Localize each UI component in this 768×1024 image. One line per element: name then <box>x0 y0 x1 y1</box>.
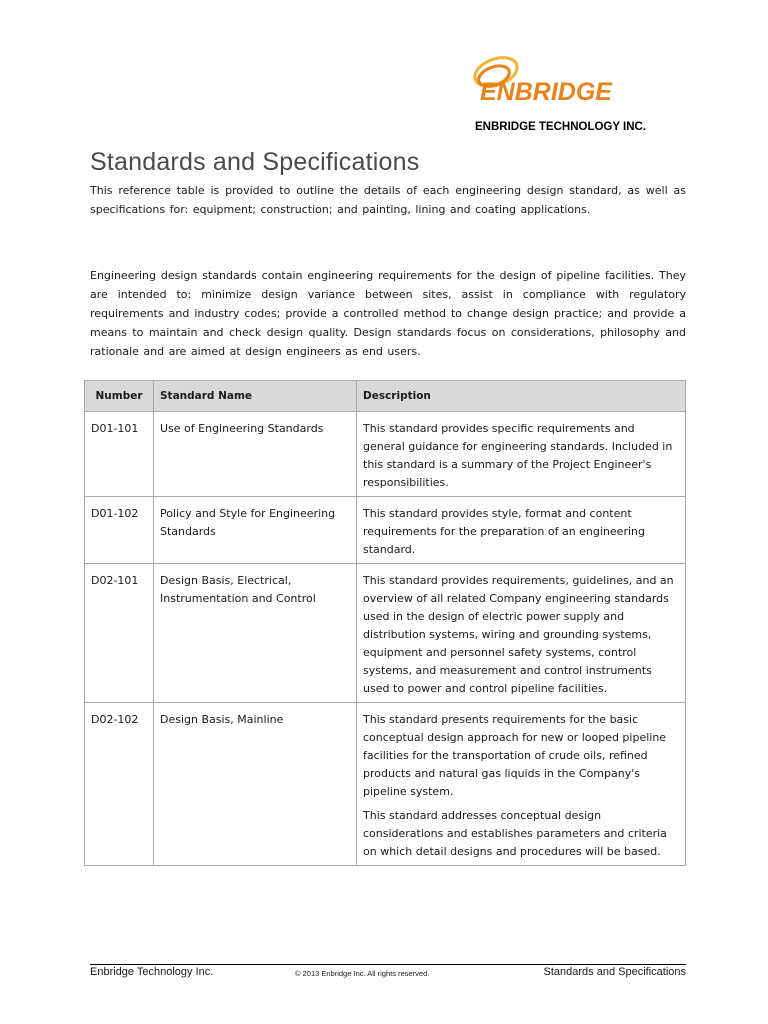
description-text: This standard addresses conceptual design considerations and establishes parameters and criteria on which detail designs and procedures will be based. <box>363 809 667 858</box>
footer-doc-title: Standards and Specifications <box>543 966 686 978</box>
table-row <box>85 564 686 703</box>
footer-company: Enbridge Technology Inc. <box>90 966 214 978</box>
row-standard-name: Design Basis, Electrical, Instrumentation and Control <box>154 564 357 703</box>
footer-divider <box>90 964 686 965</box>
row-standard-name: Policy and Style for Engineering Standards <box>154 497 357 564</box>
header-number: Number <box>85 381 154 412</box>
enbridge-logo <box>468 50 650 106</box>
table-header-row <box>85 381 686 412</box>
row-description <box>357 497 686 564</box>
row-number: D01-101 <box>85 412 154 497</box>
footer-copyright: © 2013 Enbridge Inc. All rights reserved. <box>295 969 430 978</box>
row-description <box>357 703 686 866</box>
intro-paragraph: This reference table is provided to outline the details of each engineering design standard, as well as specifications for: equipment; construction; and painting, lining and coating applications. <box>90 184 686 216</box>
header-description: Description <box>357 381 686 412</box>
page-title: Standards and Specifications <box>90 148 420 176</box>
table-row <box>85 703 686 866</box>
description-text: This standard provides specific requirements and general guidance for engineering standards. Included in this standard is a summary of the Project Engineer's responsibilities. <box>363 422 673 489</box>
standards-table <box>84 380 686 866</box>
company-name: ENBRIDGE TECHNOLOGY INC. <box>475 121 647 133</box>
row-number: D01-102 <box>85 497 154 564</box>
row-number: D02-101 <box>85 564 154 703</box>
row-description <box>357 564 686 703</box>
description-text: This standard provides style, format and content requirements for the preparation of an engineering standard. <box>363 507 645 556</box>
description-text: This standard presents requirements for the basic conceptual design approach for new or looped pipeline facilities for the transportation of crude oils, refined products and natural gas liquids in the Company's pipeline system. <box>363 713 667 798</box>
description-text: This standard provides requirements, guidelines, and an overview of all related Company engineering standards used in the design of electric power supply and distribution systems, wiring and grounding systems, equipment and personnel safety systems, control systems, and measurement and control instruments used to power and control pipeline facilities. <box>363 574 674 695</box>
row-standard-name: Use of Engineering Standards <box>154 412 357 497</box>
row-standard-name: Design Basis, Mainline <box>154 703 357 866</box>
header-standard-name: Standard Name <box>154 381 357 412</box>
logo-wordmark: ENBRIDGE <box>480 78 612 106</box>
body-paragraph: Engineering design standards contain engineering requirements for the design of pipeline facilities. They are intended to: minimize design variance between sites, assist in compliance with regulatory requirements and industry codes; provide a controlled method to change design practice; and provide a means to maintain and check design quality. Design standards focus on considerations, philosophy and rationale and are aimed at design engineers as end users. <box>90 269 686 358</box>
row-description <box>357 412 686 497</box>
row-number: D02-102 <box>85 703 154 866</box>
table-row <box>85 412 686 497</box>
table-row <box>85 497 686 564</box>
enbridge-logo-icon <box>468 50 650 106</box>
